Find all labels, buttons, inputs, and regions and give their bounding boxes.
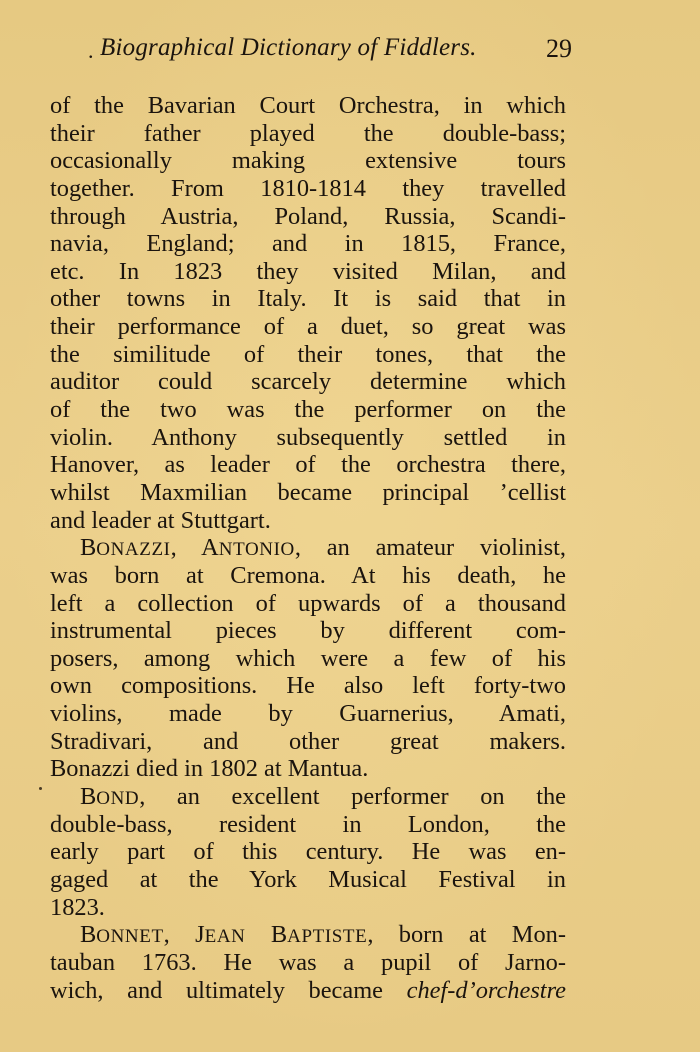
text-line: tauban 1763. He was a pupil of Jarno-: [50, 948, 566, 976]
italic-term: chef-d’orchestre: [406, 976, 566, 1004]
text-line: was born at Cremona. At his death, he: [50, 561, 566, 589]
running-head: [88, 34, 572, 66]
entry-given-initial: A: [201, 534, 219, 562]
text-line: Bonazzi died in 1802 at Mantua.: [50, 755, 369, 783]
entry-surname: OND: [96, 788, 140, 810]
text-line: etc. In 1823 they visited Milan, and: [50, 257, 566, 285]
page-number: 29: [546, 34, 572, 63]
text-line: the similitude of their tones, that the: [50, 340, 566, 368]
text-line: left a collection of upwards of a thousand: [50, 589, 566, 617]
text-line: together. From 1810-1814 they travelled: [50, 174, 566, 202]
text-line: own compositions. He also left forty-two: [50, 672, 566, 700]
text-line: and leader at Stuttgart.: [50, 506, 271, 534]
entry-given-name: NTONIO: [218, 539, 295, 561]
entry-given-initial: B: [270, 921, 288, 949]
entry-text: , an excellent performer on the: [139, 783, 566, 811]
entry-given-name: EAN: [204, 926, 246, 948]
entry-surname-initial: B: [80, 921, 97, 949]
text-line: violin. Anthony subsequently settled in: [50, 423, 566, 451]
running-title: Biographical Dictionary of Fiddlers.: [100, 34, 477, 61]
text-line: Stradivari, and other great makers.: [50, 727, 566, 755]
entry-bonnet-headline: [50, 921, 566, 949]
entry-text: , born at Mon-: [367, 921, 566, 949]
text-line: of the two was the performer on the: [50, 396, 566, 424]
text-line: whilst Maxmilian became principal ’cellist: [50, 478, 566, 506]
text-line: their father played the double-bass;: [50, 119, 566, 147]
text-line: navia, England; and in 1815, France,: [50, 230, 566, 258]
text-line: gaged at the York Musical Festival in: [50, 865, 566, 893]
entry-surname: ONNET: [96, 926, 164, 948]
entry-bond-headline: [50, 783, 566, 811]
text-line: posers, among which were a few of his: [50, 644, 566, 672]
text-line: other towns in Italy. It is said that in: [50, 285, 566, 313]
text-line: 1823.: [50, 893, 105, 921]
text-line: early part of this century. He was en-: [50, 838, 566, 866]
text-line: of the Bavarian Court Orchestra, in which: [50, 92, 566, 119]
text-line: Hanover, as leader of the orchestra there,: [50, 451, 566, 479]
text-line: occasionally making extensive tours: [50, 147, 566, 175]
text-line-with-italic: [50, 977, 566, 1005]
entry-text: , an amateur violinist,: [294, 534, 566, 562]
text-line: through Austria, Poland, Russia, Scandi-: [50, 202, 566, 230]
text-line: double-bass, resident in London, the: [50, 810, 566, 838]
text-run: wich, and ultimately became: [50, 976, 407, 1004]
lead-mark: .: [88, 38, 94, 63]
text-line: violins, made by Guarnerius, Amati,: [50, 700, 566, 728]
entry-given-name: APTISTE: [287, 926, 368, 948]
word-space: [245, 921, 270, 948]
text-line: auditor could scarcely determine which: [50, 368, 566, 396]
entry-bonazzi-headline: [50, 534, 566, 562]
comma-separator: ,: [163, 921, 196, 949]
paper-speck: [39, 787, 42, 790]
entry-surname: ONAZZI: [96, 539, 171, 561]
entry-given-initial: J: [195, 921, 205, 949]
entry-surname-initial: B: [80, 783, 97, 811]
text-line: instrumental pieces by different com-: [50, 617, 566, 645]
comma-separator: ,: [170, 534, 202, 562]
body-text: [50, 92, 566, 1004]
entry-surname-initial: B: [80, 534, 97, 562]
text-line: their performance of a duet, so great was: [50, 313, 566, 341]
